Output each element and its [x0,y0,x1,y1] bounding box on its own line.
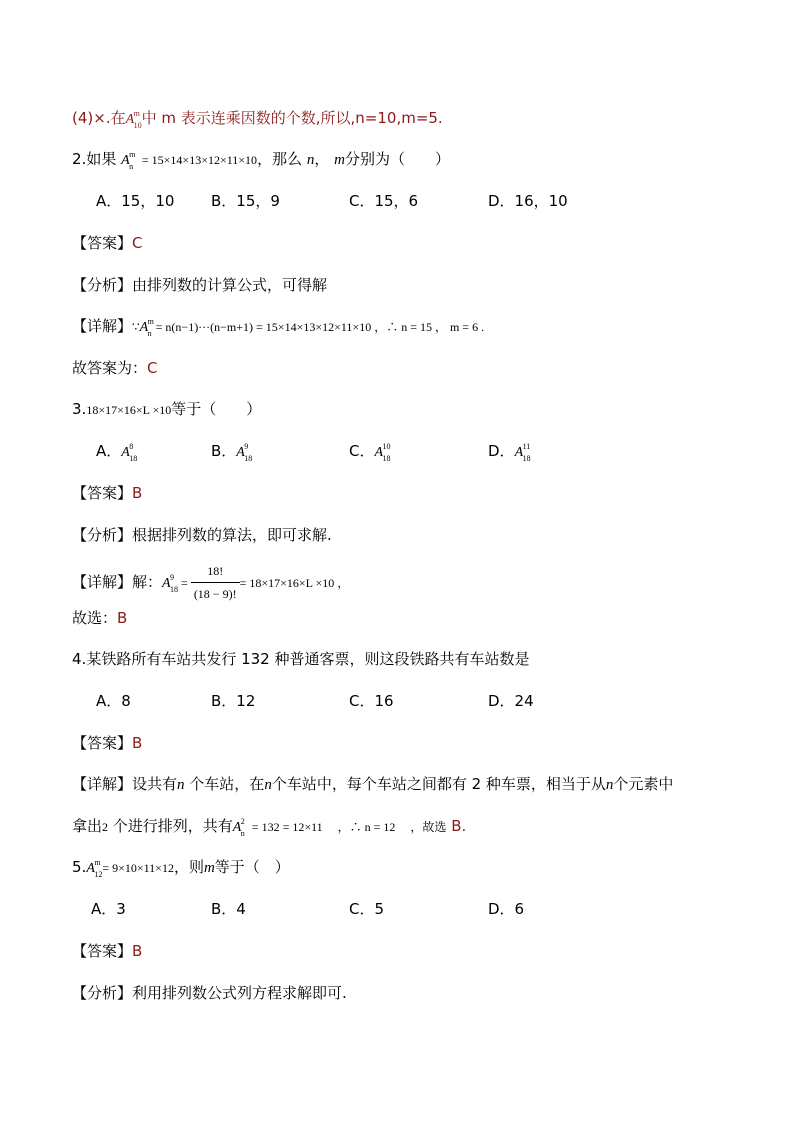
q2-detail-equation: = n(n−1)···(n−m+1) = 15×14×13×12×11×10 ，∴ n = 15 ， m = 6 . [155,320,485,334]
q5-option-c[interactable]: C．5 [349,900,385,918]
detail-tag: 【详解】 [72,573,133,591]
q3-option-b[interactable] [211,440,252,464]
option-label: A． [96,442,122,460]
q4-option-d[interactable]: D．24 [488,692,534,710]
conclusion-text: 故选： [72,609,118,627]
q2-option-c[interactable]: C．15，6 [349,192,419,210]
answer-tag: 【答案】 [72,484,133,502]
q2-answer [72,232,143,254]
q5-analysis [72,982,347,1004]
detail-text: 拿出 [72,817,103,835]
conclusion-value: B [117,609,128,627]
permutation-symbol: A 8 18 [121,442,138,463]
answer-value: B [132,484,143,502]
analysis-text: 由排列数的计算公式，可得解 [132,276,328,294]
q2-stem-c: ， [314,150,330,168]
q5-formula: = 9×10×11×12 [102,861,174,875]
n-variable: n [177,777,185,793]
permutation-symbol: A 2 n [232,817,245,838]
detail-text: 设共有 [132,775,178,793]
conclusion-text: 故答案为： [72,359,148,377]
q4-stem [72,648,529,670]
analysis-text: 根据排列数的算法，即可求解. [132,526,332,544]
detail-text: 个车站，在 [184,775,265,793]
m-variable: m [334,152,345,168]
because-symbol: ∵ [132,320,140,334]
two-value: 2 [102,820,109,834]
q3-conclusion [72,607,127,629]
permutation-symbol: A m 10 [125,109,142,130]
conclusion-value: C [147,359,158,377]
n-variable: n [605,777,614,793]
analysis-tag: 【分析】 [72,276,133,294]
analysis-text: 利用排列数公式列方程求解即可. [132,984,347,1002]
q4-option-a[interactable]: A．8 [96,692,131,710]
q1-lead: (4)×.在 [72,109,126,127]
permutation-symbol: A 10 18 [374,442,391,463]
q3-detail-tail: = 18×17×16×L ×10 ， [239,576,350,590]
q4-detail-line2 [72,815,466,839]
answer-value: B [132,734,143,752]
q2-option-d[interactable]: D．16，10 [488,192,568,210]
q2-option-a[interactable]: A．15，10 [96,192,175,210]
q2-stem [72,148,450,172]
detail-text: 个进行排列，共有 [108,817,233,835]
q2-option-b[interactable]: B．15，9 [211,192,280,210]
q3-option-d[interactable] [488,440,531,464]
detail-text: 个元素中 [613,775,674,793]
q2-analysis [72,274,327,296]
q4-option-b[interactable]: B．12 [211,692,256,710]
q4-detail-line1 [72,773,673,796]
q2-conclusion [72,357,158,379]
n-variable: n [306,152,315,168]
q2-stem-b: ，那么 [257,150,303,168]
q3-detail: 【详解】解：A 9 18 = $\frac{18!}{(18 - 9)!}$ = 18×17×16×L ×10 ， [72,560,349,605]
q3-answer [72,482,142,504]
q3-analysis [72,524,332,546]
q4-stem-text: 某铁路所有车站共发行 132 种普通客票，则这段铁路共有车站数是 [86,650,530,668]
answer-tag: 【答案】 [72,942,133,960]
option-label: C． [349,442,375,460]
q2-stem-a: 如果 [86,150,117,168]
q3-option-c[interactable] [349,440,390,464]
q4-select: B. [446,817,467,835]
permutation-symbol: A 9 18 [162,573,179,594]
q4-number: 4. [72,650,87,668]
q3-stem-text: 等于（ ） [171,400,262,418]
q4-option-c[interactable]: C．16 [349,692,394,710]
detail-tag: 【详解】 [72,775,133,793]
fraction-denominator: (18 − 9)! [193,587,237,601]
q4-detail-equation: = 132 = 12×11 ，∴ n = 12 ，故选 [248,820,447,834]
answer-value: B [132,942,143,960]
q2-number: 2. [72,150,87,168]
permutation-symbol: A 9 18 [236,442,253,463]
q4-answer [72,732,142,754]
fraction-numerator: 18! [191,560,240,583]
fraction [191,560,240,605]
analysis-tag: 【分析】 [72,984,133,1002]
q1-conclusion-line [72,107,443,131]
q1-mid: 中 m 表示连乘因数的个数,所以,n=10,m=5. [141,109,443,127]
q5-stem-b: 等于（ ） [214,858,290,876]
q2-stem-d: 分别为（ ） [345,150,451,168]
answer-tag: 【答案】 [72,234,133,252]
m-variable: m [203,860,215,876]
q5-number: 5. [72,858,87,876]
q5-option-d[interactable]: D．6 [488,900,525,918]
detail-lead: 解： [132,573,163,591]
q3-stem [72,398,261,421]
q2-detail [72,315,484,339]
q5-answer [72,940,142,962]
answer-tag: 【答案】 [72,734,133,752]
detail-tag: 【详解】 [72,317,133,335]
permutation-symbol: A m 12 [86,858,103,879]
permutation-symbol: A m n [121,150,136,171]
option-label: D． [488,442,515,460]
q2-formula: = 15×14×13×12×11×10 [141,153,258,167]
q3-number: 3. [72,400,87,418]
detail-text: 个车站中，每个车站之间都有 2 种车票，相当于从 [271,775,606,793]
answer-value: C [132,234,143,252]
option-label: B． [211,442,237,460]
q5-option-a[interactable]: A．3 [91,900,126,918]
q3-expression: 18×17×16×L ×10 [86,403,172,417]
q5-stem-a: ，则 [173,858,204,876]
q5-stem [72,856,290,880]
analysis-tag: 【分析】 [72,526,133,544]
permutation-symbol: A m n [139,317,154,338]
permutation-symbol: A 11 18 [514,442,531,463]
n-variable: n [264,777,272,793]
q3-option-a[interactable] [96,440,137,464]
q5-option-b[interactable]: B．4 [211,900,246,918]
